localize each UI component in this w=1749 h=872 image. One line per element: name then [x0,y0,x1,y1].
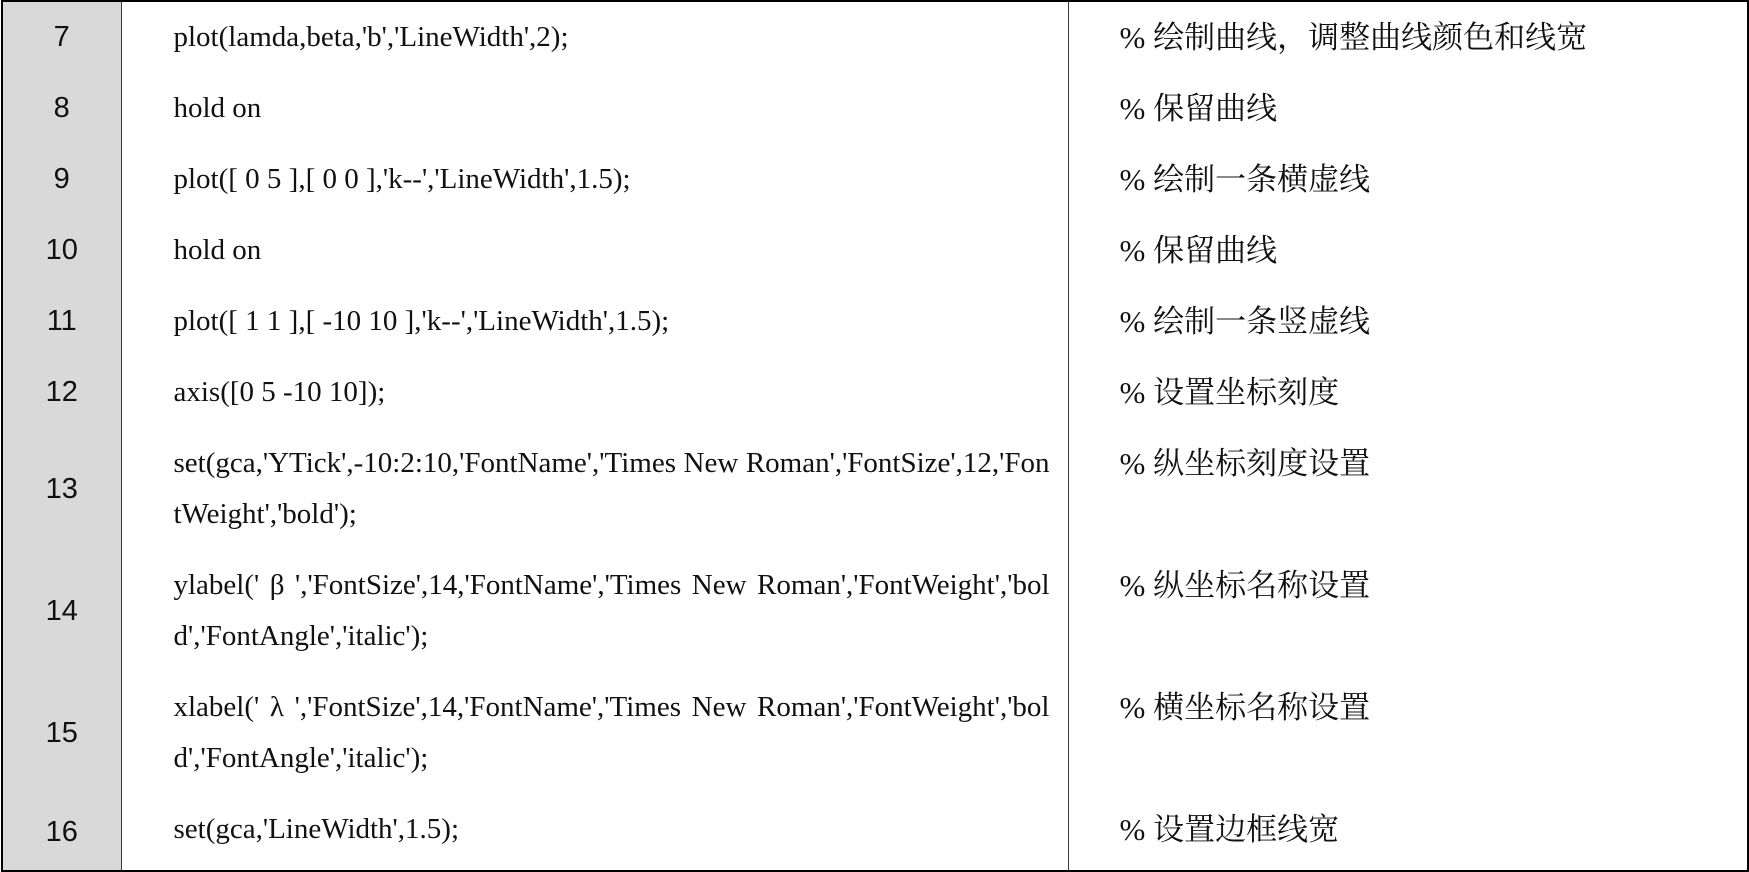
code-comment: % 绘制曲线，调整曲线颜色和线宽 [1068,1,1748,73]
line-number: 9 [2,144,121,215]
table-row [2,215,1748,286]
line-number: 12 [2,357,121,428]
code-line: set(gca,'YTick',-10:2:10,'FontName','Times New Roman','FontSize',12,'FontWeight','bold'); [121,428,1068,550]
code-line: hold on [121,215,1068,286]
line-number: 8 [2,73,121,144]
table-row [2,144,1748,215]
table-row [2,73,1748,144]
line-number: 16 [2,794,121,871]
code-listing-table [1,0,1749,872]
code-line: ylabel(' β ','FontSize',14,'FontName','Times New Roman','FontWeight','bold','FontAngle','italic'); [121,550,1068,672]
code-comment: % 绘制一条竖虚线 [1068,286,1748,357]
table-row [2,794,1748,871]
line-number: 7 [2,1,121,73]
code-line: hold on [121,73,1068,144]
code-line: axis([0 5 -10 10]); [121,357,1068,428]
code-comment: % 纵坐标名称设置 [1068,550,1748,672]
table-row [2,1,1748,73]
line-number: 14 [2,550,121,672]
table-row [2,550,1748,672]
code-comment: % 横坐标名称设置 [1068,672,1748,794]
line-number: 15 [2,672,121,794]
code-comment: % 绘制一条横虚线 [1068,144,1748,215]
line-number: 13 [2,428,121,550]
code-line: plot([ 1 1 ],[ -10 10 ],'k--','LineWidth',1.5); [121,286,1068,357]
table-row [2,357,1748,428]
table-row [2,428,1748,550]
line-number: 10 [2,215,121,286]
code-comment: % 设置坐标刻度 [1068,357,1748,428]
code-line: plot(lamda,beta,'b','LineWidth',2); [121,1,1068,73]
code-comment: % 设置边框线宽 [1068,794,1748,871]
code-line: xlabel(' λ ','FontSize',14,'FontName','Times New Roman','FontWeight','bold','FontAngle','italic'); [121,672,1068,794]
table-row [2,672,1748,794]
code-comment: % 保留曲线 [1068,215,1748,286]
line-number: 11 [2,286,121,357]
table-row [2,286,1748,357]
code-comment: % 保留曲线 [1068,73,1748,144]
code-line: plot([ 0 5 ],[ 0 0 ],'k--','LineWidth',1.5); [121,144,1068,215]
code-comment: % 纵坐标刻度设置 [1068,428,1748,550]
code-line: set(gca,'LineWidth',1.5); [121,794,1068,871]
